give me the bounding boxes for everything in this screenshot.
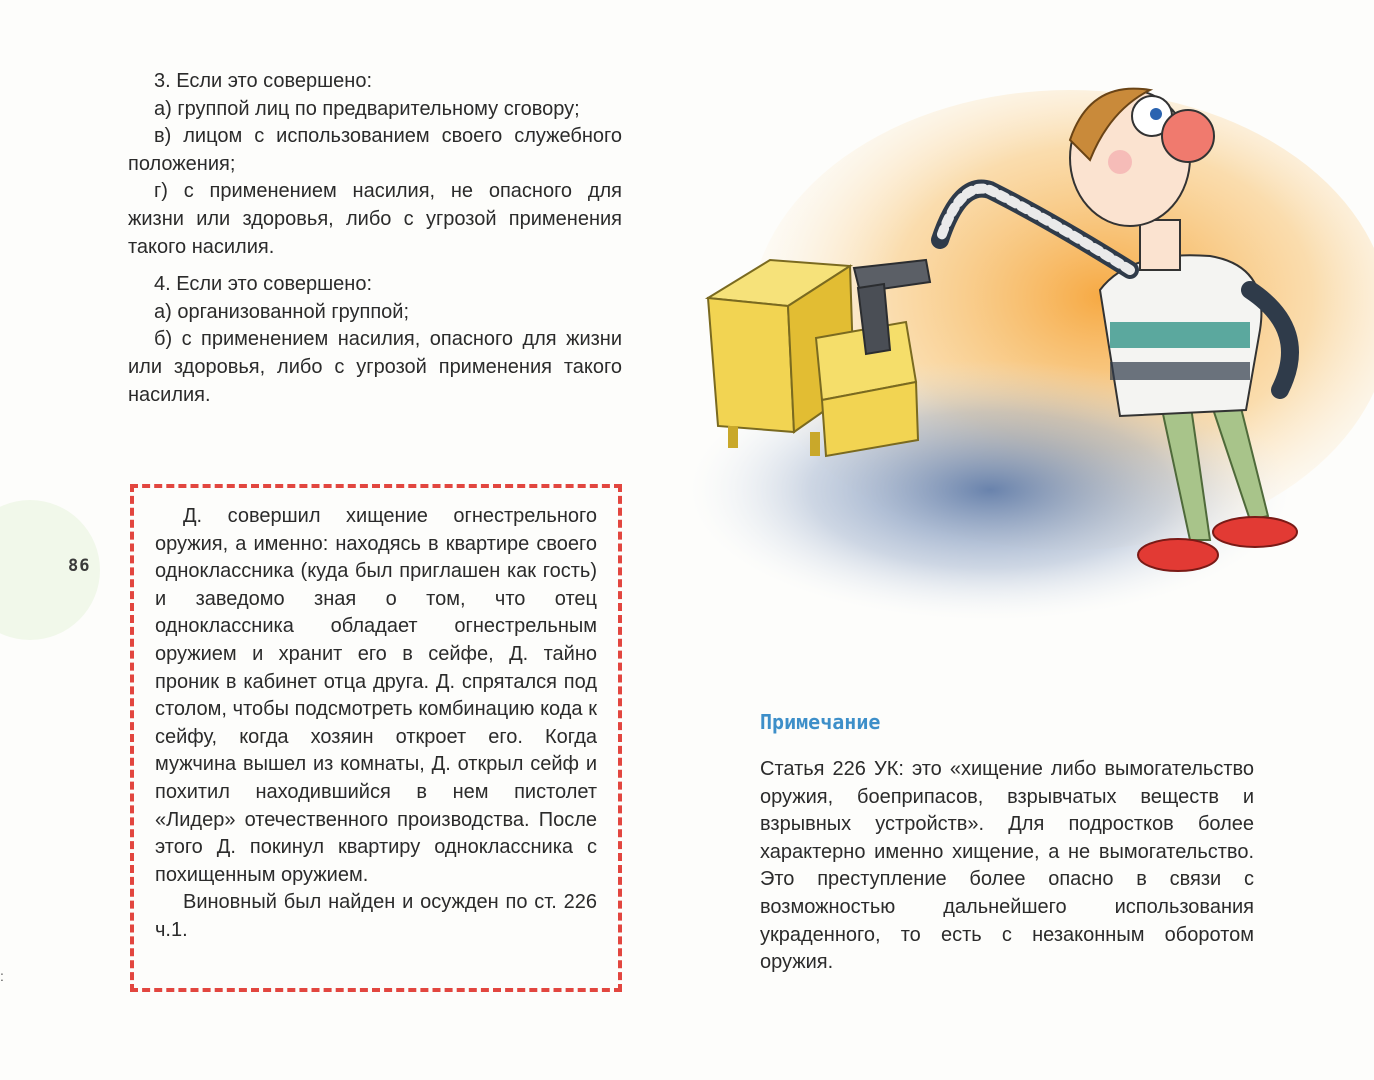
note-text [760,756,1254,977]
article-text [128,68,622,409]
article-paragraph: 3. Если это совершено: [154,70,373,92]
article-paragraph: в) лицом с использованием своего служебного положения; [128,125,622,175]
article-paragraph: 4. Если это совершено: [154,273,373,296]
page-number: 86 [68,556,91,576]
article-paragraph: а) группой лиц по предварительному сговору; [154,97,580,120]
boy-stealing-pistol-illustration [690,70,1374,650]
note-paragraph: Статья 226 УК: это «хищение либо вымогательство оружия, боеприпасов, взрывчатых веществ и взрывных устройств». Для подростков более характерно именно хищение, а не вымогательство. Это преступление более опасно в связи с возможностью дальнейшего использования украденного, то есть с незаконным оборотом оружия. [760,758,1254,974]
article-paragraph: г) с применением насилия, не опасного для жизни или здоровья, либо с угрозой применения такого насилия. [128,180,622,258]
case-paragraph: Д. совершил хищение огнестрельного оружия, а именно: находясь в квартире своего одноклассника (куда был приглашен как гость) и заведомо зная о том, что отец одноклассника обладает огнестрельным оружием и хранит его в сейфе, Д. тайно проник в кабинет отца друга. Д. спрятался под столом, чтобы подсмотреть комбинацию кода к сейфу, когда хозяин откроет его. Когда мужчина вышел из комнаты, Д. открыл сейф и похитил находившийся в нем пистолет «Лидер» отечественного производства. После этого Д. покинул квартиру одноклассника с похищенным оружием. [155,505,597,886]
article-paragraph: б) с применением насилия, опасного для жизни или здоровья, либо с угрозой применения такого насилия. [128,328,622,406]
note-title: Примечание [760,710,881,734]
case-paragraph: Виновный был найден и осужден по ст. 226 ч.1. [155,891,597,941]
case-example-text [155,503,597,945]
edge-mark: : [0,968,4,984]
paragraph-gap [128,261,622,271]
article-paragraph: а) организованной группой; [154,300,410,323]
